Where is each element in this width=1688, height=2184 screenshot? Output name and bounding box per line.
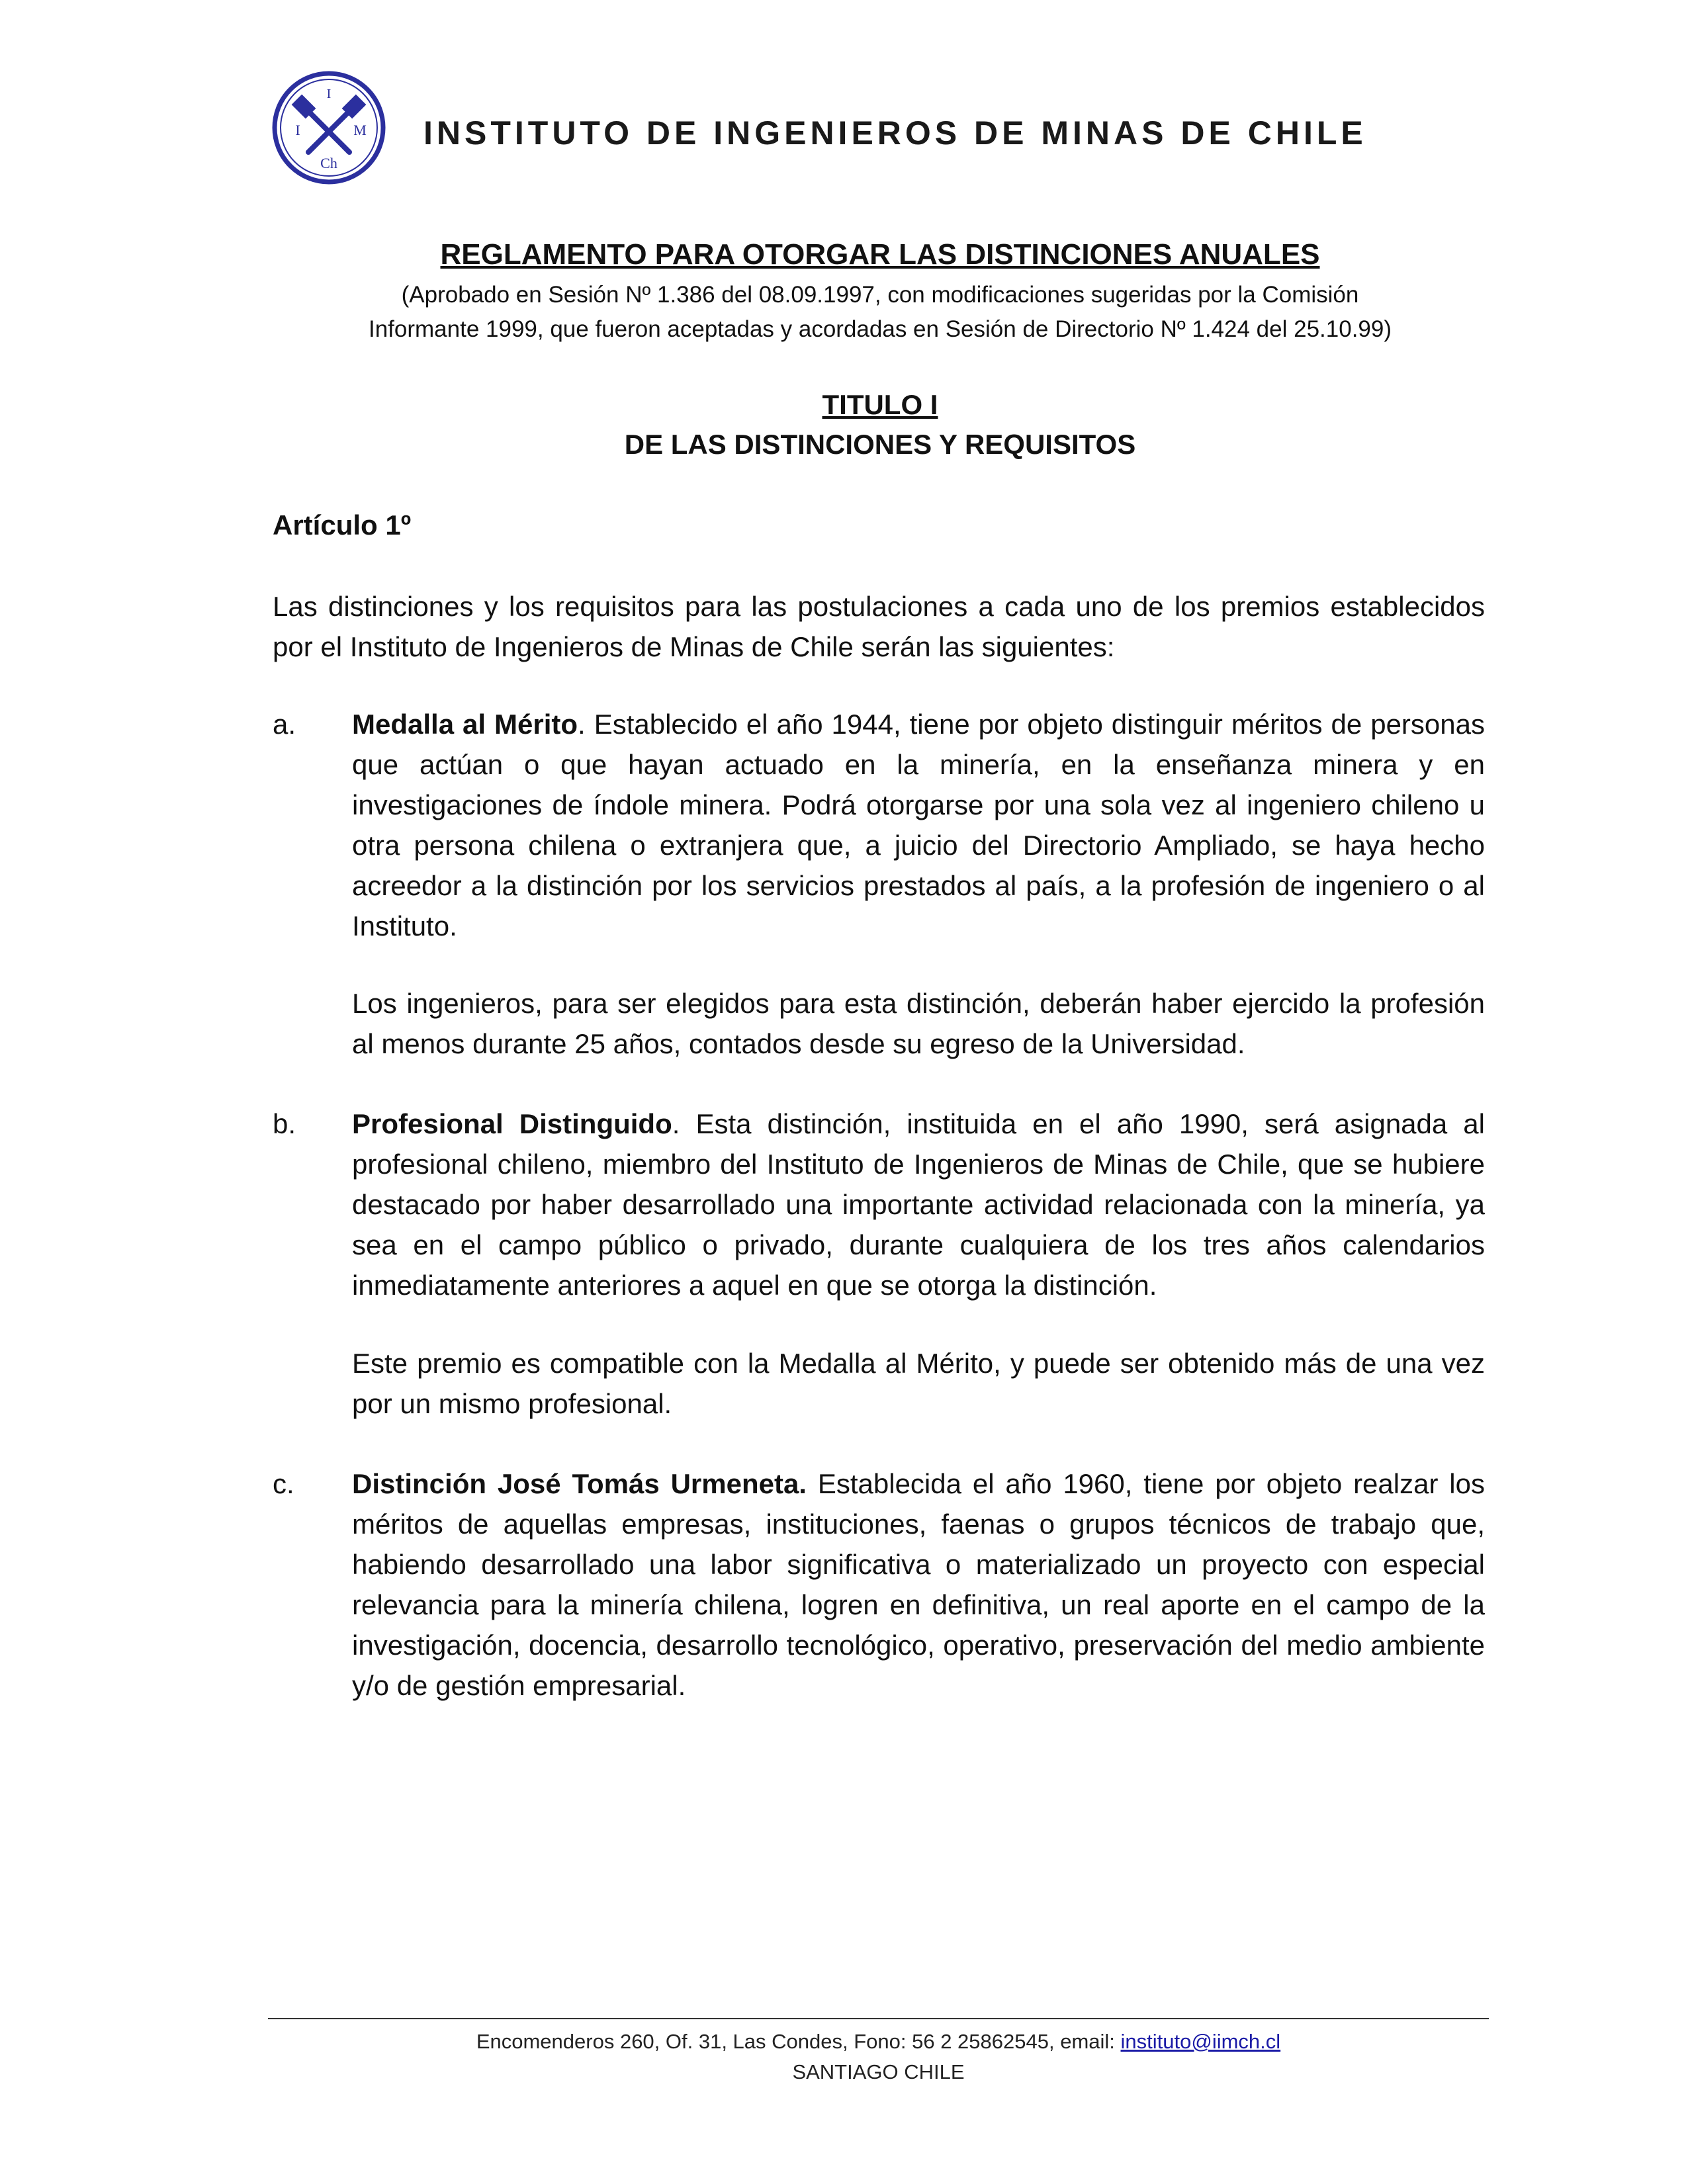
intro-paragraph: Las distinciones y los requisitos para las postulaciones a cada uno de los premios establecidos por el Instituto de Ingenieros de Minas de Chile serán las siguientes: [273,591,1485,662]
item-a-paragraph [352,704,1485,946]
footer-divider [268,2018,1489,2019]
item-b-extra: Este premio es compatible con la Medalla al Mérito, y puede ser obtenido más de una vez por un mismo profesional. [352,1348,1485,1419]
item-marker-b: b. [273,1108,296,1139]
item-a-name: Medalla al Mérito [352,709,578,740]
item-c-text: Establecida el año 1960, tiene por objeto realzar los méritos de aquellas empresas, instituciones, faenas o grupos técnicos de trabajo que, habiendo desarrollado una labor significativa o materializado un proyecto con especial relevancia para la minería chilena, logren en definitiva, un real aporte en el campo de la investigación, docencia, desarrollo tecnológico, operativo, preservación del medio ambiente y/o de gestión empresarial. [352,1468,1485,1701]
item-b-text: . Esta distinción, instituida en el año 1990, será asignada al profesional chileno, miembro del Instituto de Ingenieros de Minas de Chile, que se hubiere destacado por haber desarrollado una importante actividad relacionada con la minería, ya sea en el campo público o privado, durante cualquiera de los tres años calendarios inmediatamente anteriores a aquel en que se otorga la distinción. [352,1108,1486,1301]
item-a-text: . Establecido el año 1944, tiene por objeto distinguir méritos de personas que actúan o que hayan actuado en la minería, en la enseñanza minera y en investigaciones de índole minera. Podrá otorgarse por una sola vez al ingeniero chileno u otra persona chilena o extranjera que, a juicio del Directorio Ampliado, se haya hecho acreedor a la distinción por los servicios prestados al país, a la profesión de ingeniero o al Instituto. [352,709,1485,941]
institute-name: INSTITUTO DE INGENIEROS DE MINAS DE CHILE [423,114,1367,152]
item-b-name: Profesional Distinguido [352,1108,672,1139]
item-a-extra: Los ingenieros, para ser elegidos para esta distinción, deberán haber ejercido la profesión al menos durante 25 años, contados desde su egreso de la Universidad. [352,988,1485,1059]
institute-logo [271,70,386,185]
approval-line-2: Informante 1999, que fueron aceptadas y acordadas en Sesión de Directorio Nº 1.424 del 25.10.99) [368,316,1392,342]
item-marker-c: c. [273,1468,294,1499]
approval-note [271,278,1489,347]
article-heading: Artículo 1º [273,509,412,541]
item-marker-a: a. [273,709,296,740]
logo-letter-top: I [326,87,332,101]
approval-line-1: (Aprobado en Sesión Nº 1.386 del 08.09.1997, con modificaciones sugeridas por la Comisión [401,282,1359,308]
logo-letter-left: I [295,122,300,138]
item-b-paragraph [352,1104,1485,1305]
document-title: REGLAMENTO PARA OTORGAR LAS DISTINCIONES ANUALES [440,238,1320,271]
section-subtitle: DE LAS DISTINCIONES Y REQUISITOS [624,429,1136,460]
logo-letter-right: M [353,122,367,138]
footer-address: Encomenderos 260, Of. 31, Las Condes, Fono: 56 2 25862545, email: [476,2030,1121,2053]
item-c-name: Distinción José Tomás Urmeneta. [352,1468,807,1499]
footer-address-line [268,2030,1489,2054]
logo-letter-bottom: Ch [320,155,337,171]
footer-city: SANTIAGO CHILE [792,2060,965,2083]
footer-email-link[interactable]: instituto@iimch.cl [1120,2030,1281,2053]
item-c-paragraph [352,1463,1485,1706]
section-title: TITULO I [822,389,938,420]
